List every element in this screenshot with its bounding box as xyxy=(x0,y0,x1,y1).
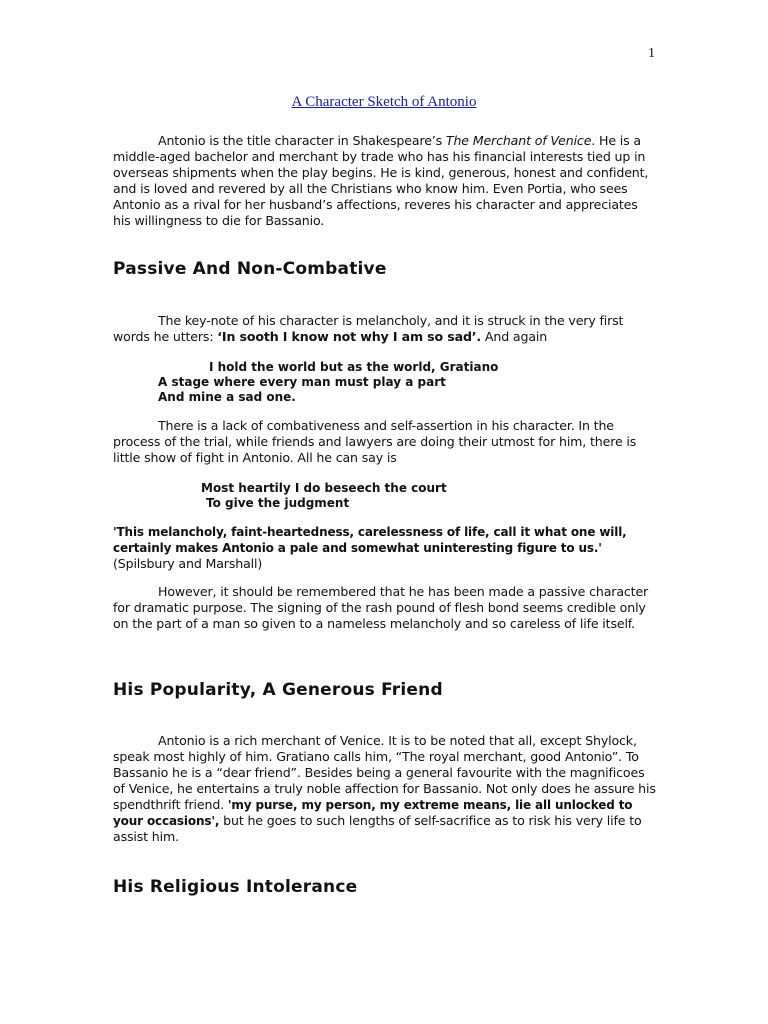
verse-line: I hold the world but as the world, Gratiano xyxy=(209,360,499,374)
verse-line: To give the judgment xyxy=(206,496,350,510)
quote-source: (Spilsbury and Marshall) xyxy=(113,556,263,571)
page-number: 1 xyxy=(648,46,655,61)
critic-quote: 'This melancholy, faint-heartedness, carelessness of life, call it what one will, certainly makes Antonio a pale and somewhat uninteresting figure to us.' xyxy=(113,525,627,555)
section-heading-religious: His Religious Intolerance xyxy=(113,877,358,897)
section-heading-passive: Passive And Non-Combative xyxy=(113,259,387,279)
page-title: A Character Sketch of Antonio xyxy=(291,94,477,110)
melancholy-paragraph xyxy=(113,313,658,345)
intro-text-2: . He is a middle-aged bachelor and merchant by trade who has his financial interests tied up in overseas shipments when the play begins. He is kind, generous, honest and confident, and is loved and revered by all the Christians who know him. Even Portia, who sees Antonio as a rival for her husband’s affections, reveres his character and appreciates his willingness to die for Bassanio. xyxy=(113,133,649,228)
melancholy-text-2: And again xyxy=(481,329,548,344)
verse-quote-1 xyxy=(158,360,498,405)
popularity-text-1: Antonio is a rich merchant of Venice. It is to be noted that all, except Shylock, speak most highly of him. Gratiano calls him, “The royal merchant, good Antonio”. To Bassanio he is a “dear friend”. Besides being a general favourite with the magnificoes of Venice, he entertains a truly noble affection for Bassanio. Not only does he assure his spendthrift friend. xyxy=(113,733,656,812)
verse-line: And mine a sad one. xyxy=(158,390,296,404)
critic-quote-paragraph xyxy=(113,524,658,572)
combativeness-paragraph: There is a lack of combativeness and self-assertion in his character. In the process of the trial, while friends and lawyers are doing their utmost for him, there is little show of fight in Antonio. All he can say is xyxy=(113,418,637,465)
intro-text-1: Antonio is the title character in Shakespeare’s xyxy=(158,133,446,148)
verse-line: A stage where every man must play a part xyxy=(158,375,446,389)
melancholy-text-1: The key-note of his character is melancholy, and it is struck in the very first words he utters: xyxy=(113,313,624,344)
dramatic-purpose-paragraph: However, it should be remembered that he has been made a passive character for dramatic purpose. The signing of the rash pound of flesh bond seems credible only on the part of a man so given to a nameless melancholy and so careless of life itself. xyxy=(113,584,649,631)
intro-paragraph xyxy=(113,133,658,229)
verse-quote-2 xyxy=(201,481,447,511)
popularity-paragraph xyxy=(113,733,658,845)
section-heading-popularity: His Popularity, A Generous Friend xyxy=(113,680,443,700)
play-title: The Merchant of Venice xyxy=(445,133,592,148)
sad-quote: ‘In sooth I know not why I am so sad’. xyxy=(217,329,482,344)
purse-quote: 'my purse, my person, my extreme means, lie all unlocked to your occasions', xyxy=(113,798,633,828)
verse-line: Most heartily I do beseech the court xyxy=(201,481,447,495)
popularity-text-2: but he goes to such lengths of self-sacrifice as to risk his very life to assist him. xyxy=(113,813,642,844)
